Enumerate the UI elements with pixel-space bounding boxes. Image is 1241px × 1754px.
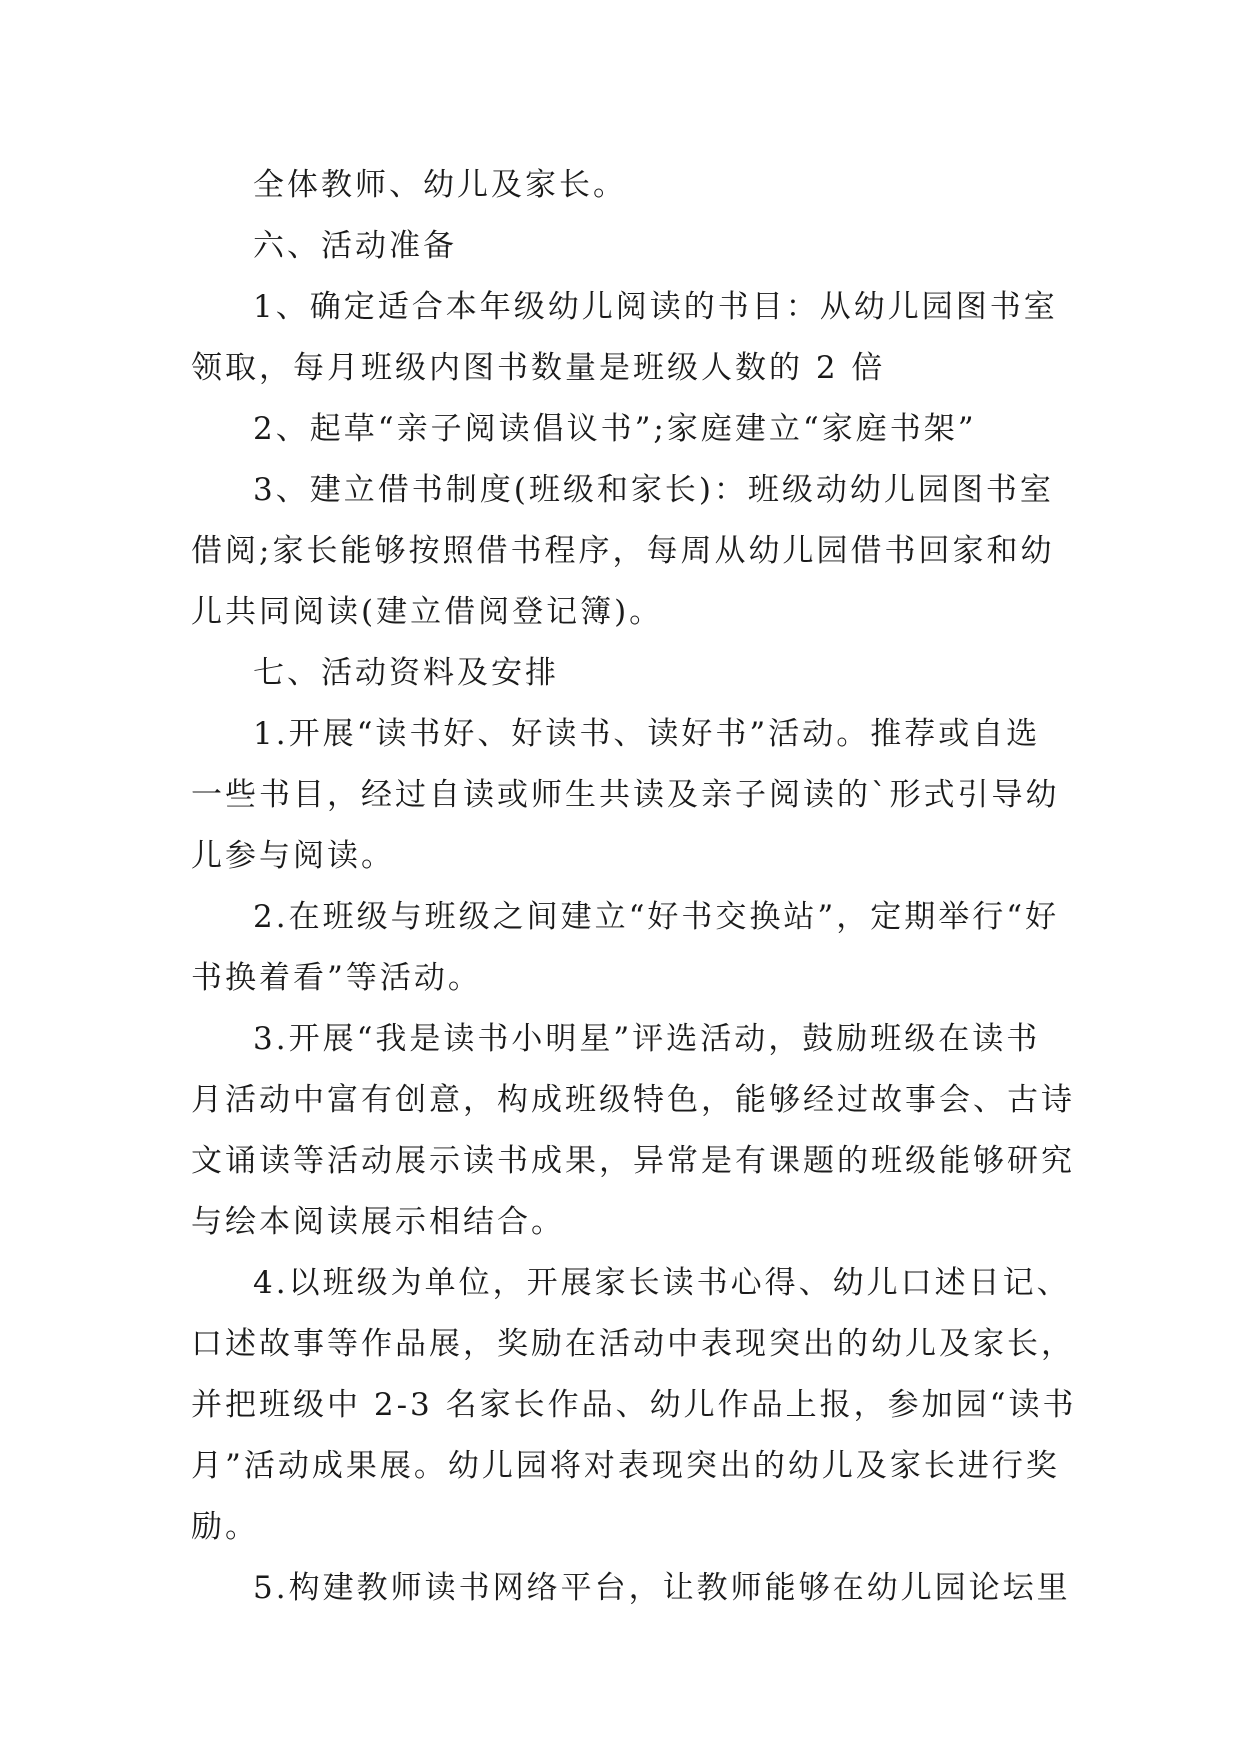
paragraph-prep-item-3	[191, 460, 1055, 643]
text-line: 领取，每月班级内图书数量是班级人数的 2 倍	[191, 350, 886, 386]
paragraph-activity-4	[191, 1253, 1077, 1558]
text-line: 2、起草“亲子阅读倡议书”;家庭建立“家庭书架”	[253, 411, 977, 447]
text-line: 2.在班级与班级之间建立“好书交换站”，定期举行“好	[253, 899, 1060, 935]
text-line: 六、活动准备	[253, 228, 457, 264]
text-line: 3.开展“我是读书小明星”评选活动，鼓励班级在读书	[253, 1021, 1041, 1057]
text-line: 与绘本阅读展示相结合。	[191, 1204, 565, 1240]
text-line: 儿参与阅读。	[191, 838, 395, 874]
text-line: 书换着看”等活动。	[191, 960, 482, 996]
document-body	[191, 155, 1077, 1619]
text-line: 月活动中富有创意，构成班级特色，能够经过故事会、古诗	[191, 1082, 1075, 1118]
text-line: 5.构建教师读书网络平台，让教师能够在幼儿园论坛里	[253, 1570, 1071, 1606]
paragraph-activity-5	[191, 1558, 1071, 1619]
text-line: 4.以班级为单位，开展家长读书心得、幼儿口述日记、	[253, 1265, 1071, 1301]
text-line: 月”活动成果展。幼儿园将对表现突出的幼儿及家长进行奖	[191, 1448, 1060, 1484]
text-line: 1.开展“读书好、好读书、读好书”活动。推荐或自选	[253, 716, 1041, 752]
text-line: 儿共同阅读(建立借阅登记簿)。	[191, 594, 664, 630]
paragraph-prep-item-1	[191, 277, 1058, 399]
text-line: 1、确定适合本年级幼儿阅读的书目：从幼儿园图书室	[253, 289, 1058, 325]
paragraph-activity-1	[191, 704, 1060, 887]
text-line: 文诵读等活动展示读书成果，异常是有课题的班级能够研究	[191, 1143, 1075, 1179]
paragraph-audience	[191, 155, 1051, 216]
text-line: 七、活动资料及安排	[253, 655, 559, 691]
paragraph-activity-2	[191, 887, 1060, 1009]
paragraph-prep-item-2	[191, 399, 1051, 460]
text-line: 口述故事等作品展，奖励在活动中表现突出的幼儿及家长，	[191, 1326, 1075, 1362]
section-heading-activities	[191, 643, 1051, 704]
section-heading-preparation	[191, 216, 1051, 277]
text-line: 借阅;家长能够按照借书程序，每周从幼儿园借书回家和幼	[191, 533, 1055, 569]
paragraph-activity-3	[191, 1009, 1075, 1253]
text-line: 励。	[191, 1509, 259, 1545]
text-line: 一些书目，经过自读或师生共读及亲子阅读的`形式引导幼	[191, 777, 1060, 813]
text-line: 并把班级中 2-3 名家长作品、幼儿作品上报，参加园“读书	[191, 1387, 1077, 1423]
text-line: 全体教师、幼儿及家长。	[253, 167, 627, 203]
text-line: 3、建立借书制度(班级和家长)：班级动幼儿园图书室	[253, 472, 1054, 508]
